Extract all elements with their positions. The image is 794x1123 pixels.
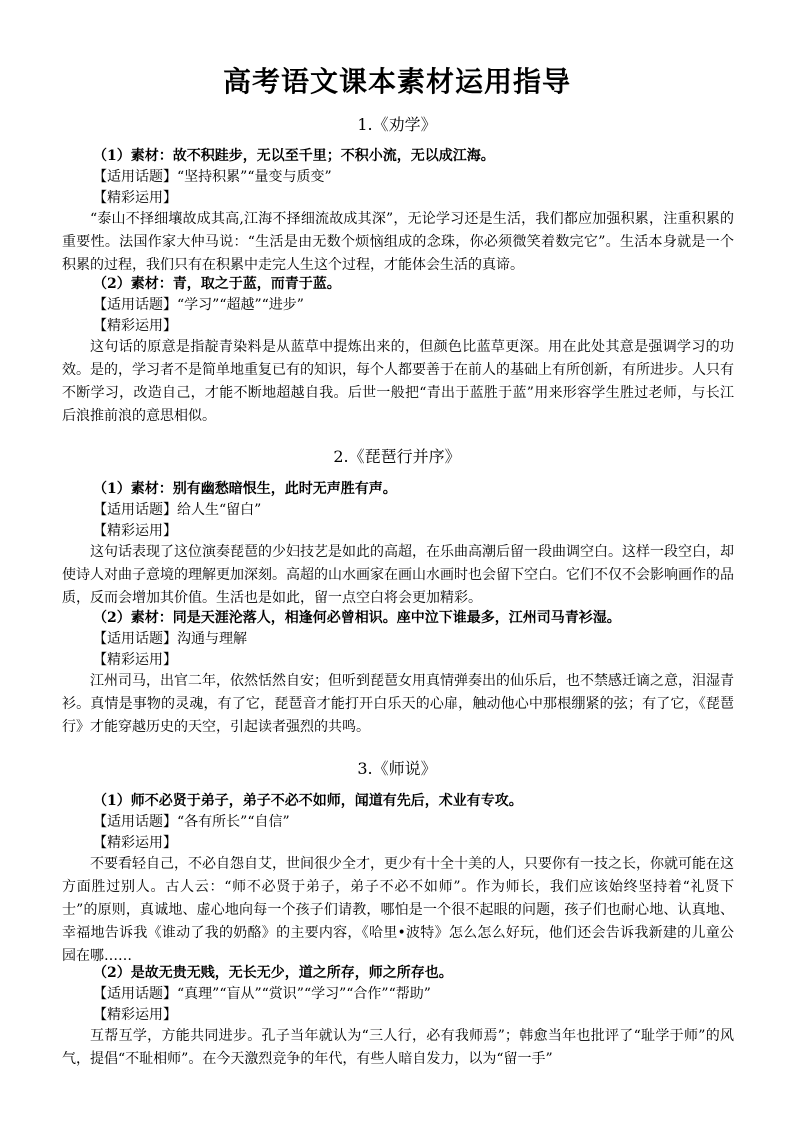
usage-paragraph: 不要看轻自己，不必自怨自艾，世间很少全才，更少有十全十美的人，只要你有一技之长，你就可能在这方面胜过别人。古人云：“师不必贤于弟子，弟子不必不如师”。作为师长，我们应该始终坚持着“礼贤下士”的原则，真诚地、虚心地向每一个孩子们请教，哪怕是一个很不起眼的问题，孩子们也耐心地、认真地、幸福地告诉我《谁动了我的奶酪》的主要内容，《哈里•波特》怎么怎么好玩，他们还会告诉我新建的儿童公园在哪…… [62, 856, 734, 964]
section-2 [0, 446, 794, 468]
topic-line: 【适用话题】“真理”“盲从”“赏识”“学习”“合作”“帮助” [93, 986, 431, 1002]
usage-paragraph: 江州司马，出官二年，依然恬然自安；但听到琵琶女用真情弹奏出的仙乐后，也不禁感迁谪之意，泪湿青衫。真情是事物的灵魂，有了它，琵琶音才能打开白乐天的心扉，触动他心中那根绷紧的弦；有了它，《琵琶行》才能穿越历史的天空，引起读者强烈的共鸣。 [62, 673, 734, 735]
usage-label: 【精彩运用】 [93, 1007, 177, 1023]
material-line: （1）师不必贤于弟子，弟子不必不如师，闻道有先后，术业有专攻。 [93, 793, 523, 809]
material-line: （1）素材：别有幽愁暗恨生，此时无声胜有声。 [93, 481, 397, 497]
page-title: 高考语文课本素材运用指导 [222, 65, 571, 98]
topic-line: 【适用话题】沟通与理解 [93, 631, 247, 647]
material-line: （1）素材：故不积跬步，无以至千里；不积小流，无以成江海。 [93, 148, 495, 164]
usage-paragraph: 这句话表现了这位演奏琵琶的少妇技艺是如此的高超，在乐曲高潮后留一段曲调空白。这样一段空白，却使诗人对曲子意境的理解更加深刻。高超的山水画家在画山水画时也会留下空白。它们不仅不会影响画作的品质，反而会增加其价值。生活也是如此，留一点空白将会更加精彩。 [62, 544, 734, 606]
usage-label: 【精彩运用】 [93, 835, 177, 851]
usage-label: 【精彩运用】 [93, 318, 177, 334]
topic-line: 【适用话题】“学习”“超越”“进步” [93, 297, 304, 313]
usage-paragraph: 互帮互学，方能共同进步。孔子当年就认为“三人行，必有我师焉”；韩愈当年也批评了“耻学于师”的风气，提倡“不耻相师”。在今天激烈竞争的年代，有些人暗自发力，以为“留一手” [62, 1028, 734, 1067]
section-heading: 1.《劝学》 [357, 115, 437, 134]
section-1 [0, 114, 794, 136]
material-line: （2）素材：同是天涯沦落人，相逢何必曾相识。座中泣下谁最多，江州司马青衫湿。 [93, 610, 621, 626]
topic-line: 【适用话题】给人生“留白” [93, 502, 262, 518]
usage-paragraph: 这句话的原意是指靛青染料是从蓝草中提炼出来的，但颜色比蓝草更深。用在此处其意是强调学习的功效。是的，学习者不是简单地重复已有的知识，每个人都要善于在前人的基础上有所创新，有所进步。人只有不断学习，改造自己，才能不断地超越自我。后世一般把“青出于蓝胜于蓝”用来形容学生胜过老师，与长江后浪推前浪的意思相似。 [62, 339, 734, 424]
section-heading: 3.《师说》 [357, 759, 437, 778]
section-3 [0, 758, 794, 780]
topic-line: 【适用话题】“坚持积累”“量变与质变” [93, 169, 332, 185]
material-line: （2）是故无贵无贱，无长无少，道之所存，师之所存也。 [93, 965, 453, 981]
usage-paragraph: “泰山不择细壤故成其高,江海不择细流故成其深”，无论学习还是生活，我们都应加强积累，注重积累的重要性。法国作家大仲马说：“生活是由无数个烦恼组成的念珠，你必须微笑着数完它”。生活本身就是一个积累的过程，我们只有在积累中走完人生这个过程，才能体会生活的真谛。 [62, 211, 734, 273]
material-line: （2）素材：青，取之于蓝，而青于蓝。 [93, 276, 341, 292]
topic-line: 【适用话题】“各有所长”“自信” [93, 814, 290, 830]
usage-label: 【精彩运用】 [93, 652, 177, 668]
usage-label: 【精彩运用】 [93, 523, 177, 539]
section-heading: 2.《琵琶行并序》 [333, 447, 461, 466]
usage-label: 【精彩运用】 [93, 190, 177, 206]
